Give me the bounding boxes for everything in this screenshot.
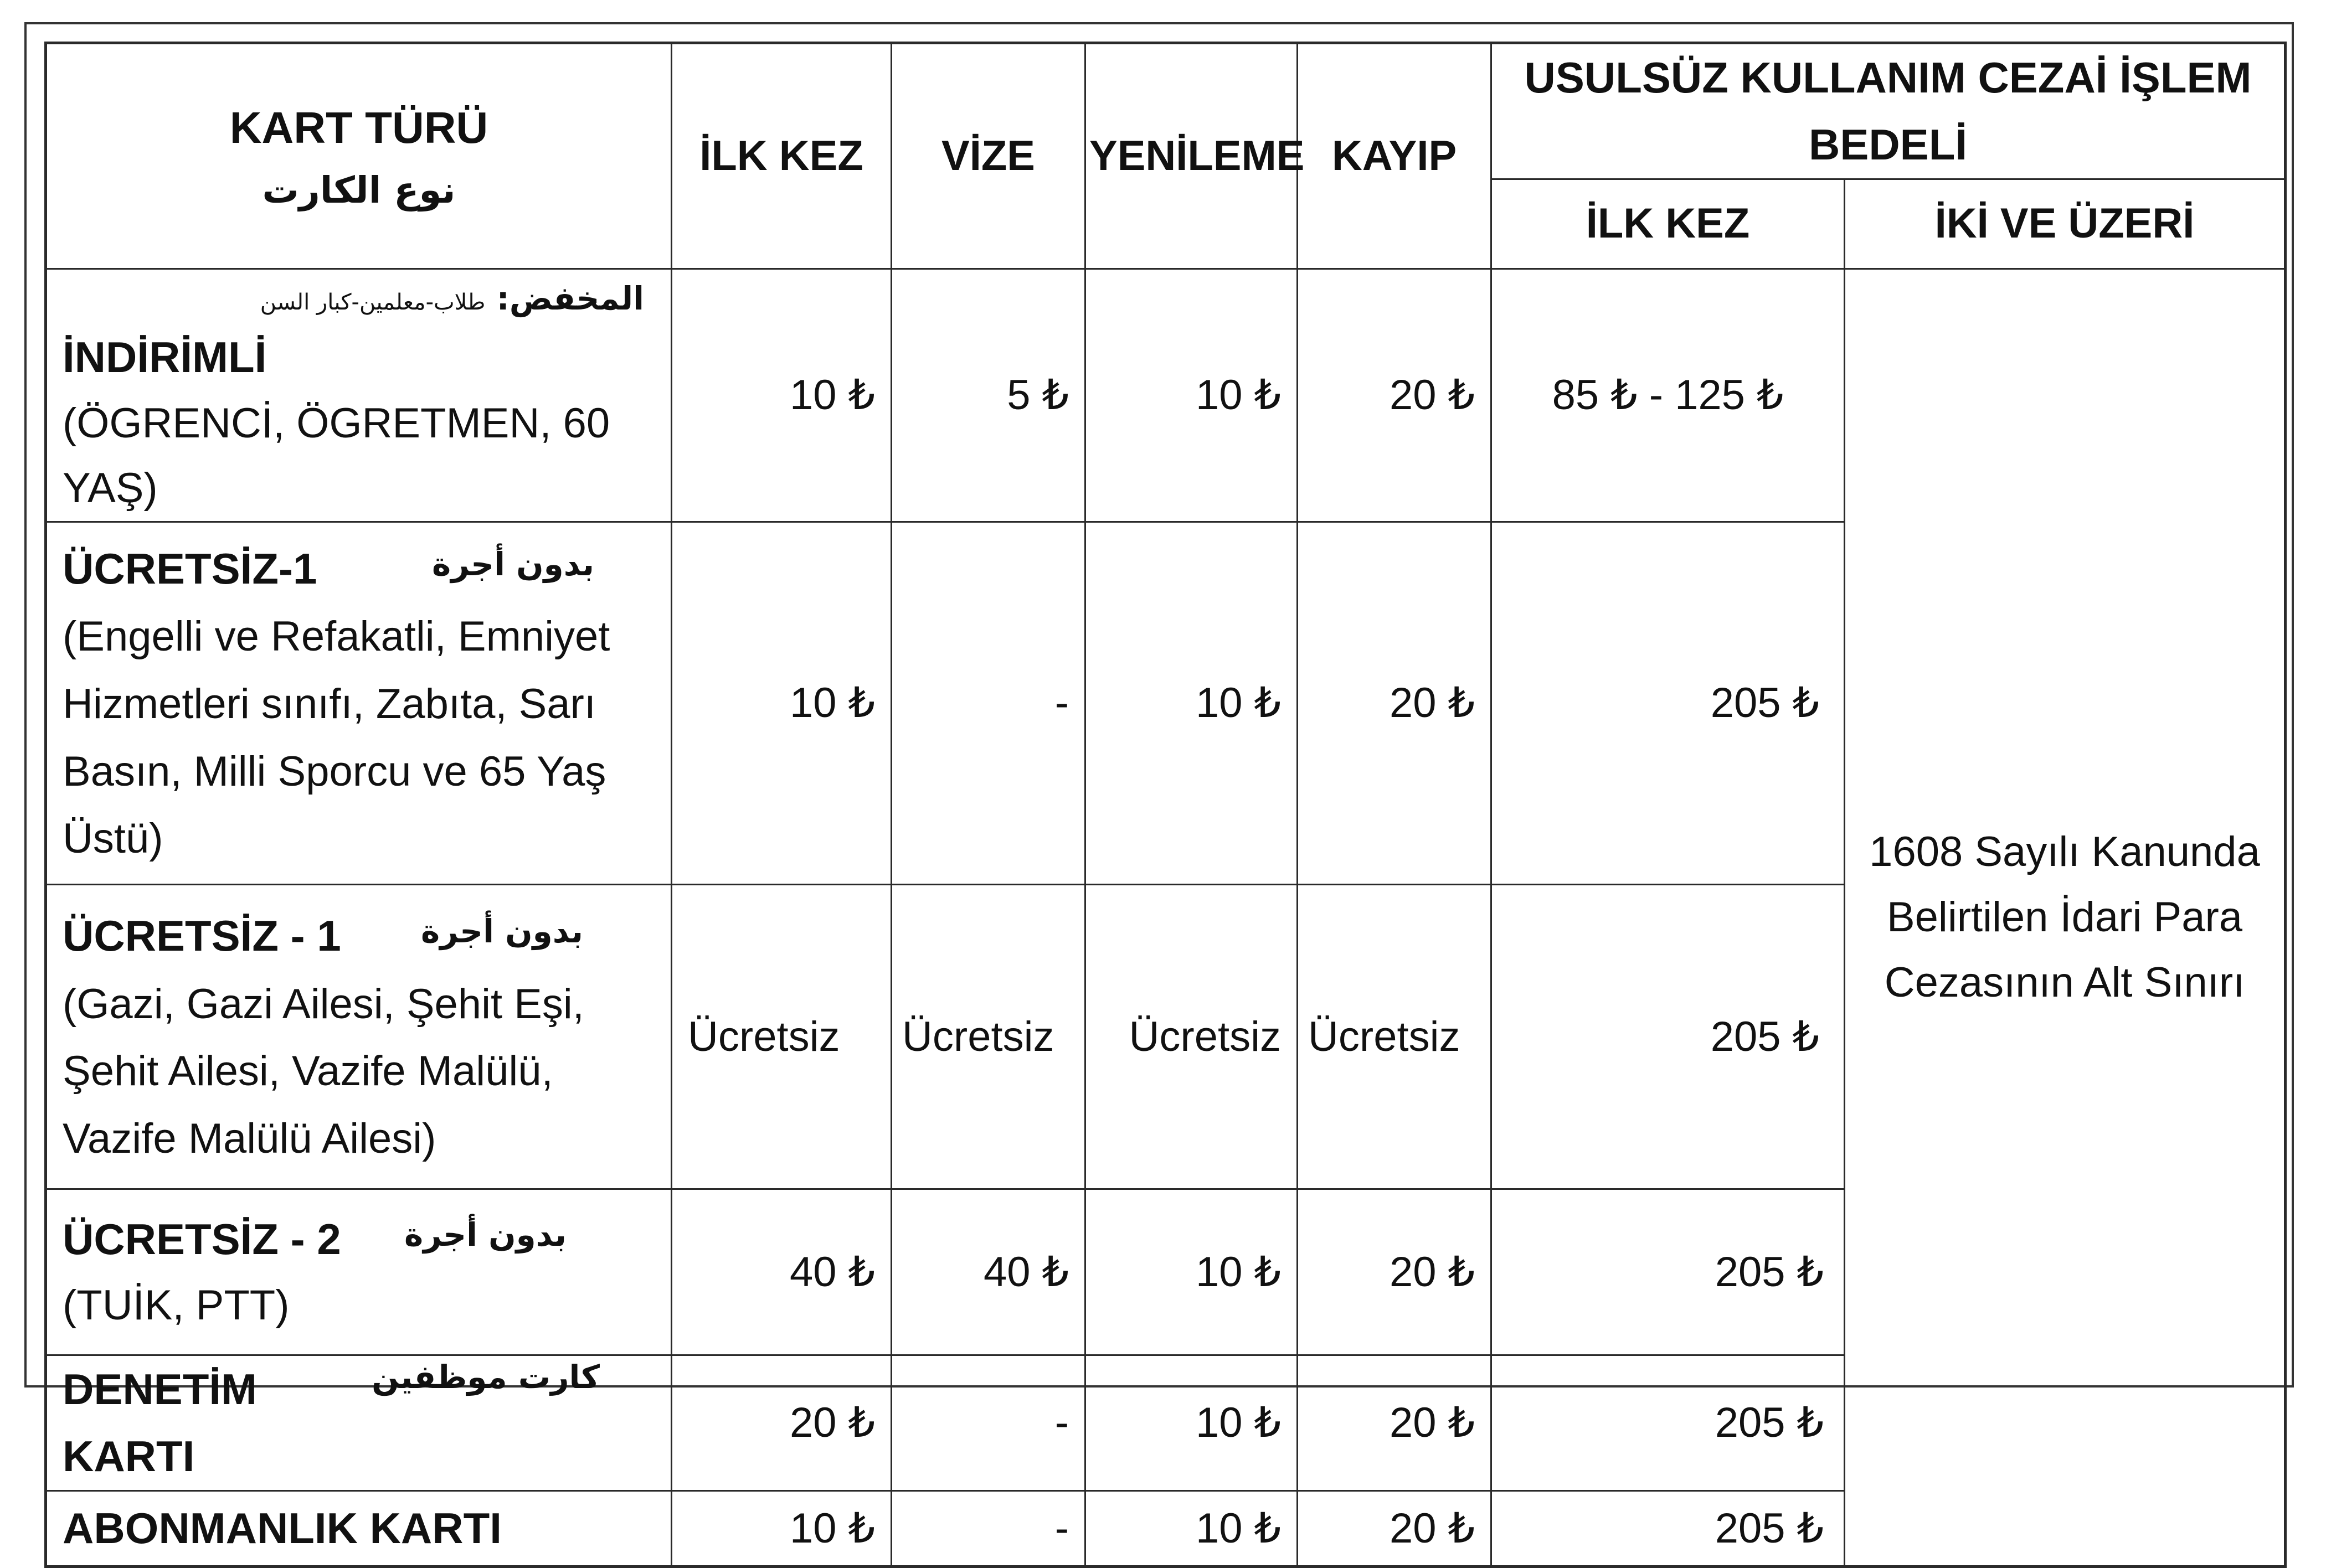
fee-first-time: 10 ₺: [672, 1490, 892, 1566]
penalty-first-time: 205 ₺: [1491, 1189, 1845, 1355]
card-type-title: ÜCRETSİZ - 2: [63, 1215, 341, 1264]
header-row-1: [46, 43, 2286, 179]
fee-visa: -: [892, 1490, 1085, 1566]
card-type-cell: [46, 1355, 672, 1491]
card-type-cell: [46, 885, 672, 1189]
arabic-note: بدون أجرة: [431, 545, 594, 583]
fee-lost: 20 ₺: [1298, 1355, 1491, 1491]
fee-lost: Ücretsiz: [1298, 885, 1491, 1189]
header-card-type-label: KART TÜRÜ: [229, 102, 488, 152]
penalty-first-time: 205 ₺: [1491, 522, 1845, 885]
header-misuse-penalty: USULSÜZ KULLANIM CEZAİ İŞLEM BEDELİ: [1491, 43, 2286, 179]
header-lost: KAYIP: [1298, 43, 1491, 269]
header-card-type-arabic: نوع الكارت: [262, 168, 456, 212]
card-type-description: (TUİK, PTT): [63, 1282, 290, 1329]
fee-renewal: 10 ₺: [1085, 1189, 1298, 1355]
arabic-note: كارت موظفين: [372, 1358, 600, 1396]
card-type-title: ÜCRETSİZ-1: [63, 544, 317, 593]
fee-lost: 20 ₺: [1298, 269, 1491, 522]
card-type-description: (Gazi, Gazi Ailesi, Şehit Eşi, Şehit Ailesi, Vazife Malülü, Vazife Malülü Ailesi): [63, 980, 584, 1162]
header-misuse-two-or-more: İKİ VE ÜZERİ: [1845, 179, 2286, 269]
fee-renewal: Ücretsiz: [1085, 885, 1298, 1189]
header-renewal: YENİLEME: [1085, 43, 1298, 269]
fee-first-time: 10 ₺: [672, 522, 892, 885]
card-type-title: ÜCRETSİZ - 1: [63, 911, 341, 960]
header-card-type: [46, 43, 672, 269]
fee-lost: 20 ₺: [1298, 1189, 1491, 1355]
fee-renewal: 10 ₺: [1085, 269, 1298, 522]
penalty-two-or-more-note: 1608 Sayılı Kanunda Belirtilen İdari Para Cezasının Alt Sınırı: [1845, 269, 2286, 1566]
card-type-cell: [46, 1189, 672, 1355]
arabic-note: بدون أجرة: [420, 912, 583, 950]
fee-visa: Ücretsiz: [892, 885, 1085, 1189]
penalty-first-time: 205 ₺: [1491, 885, 1845, 1189]
card-type-title: ABONMANLIK KARTI: [63, 1503, 502, 1552]
penalty-first-time: 205 ₺: [1491, 1490, 1845, 1566]
card-type-title: DENETİM KARTI: [63, 1365, 257, 1481]
fee-lost: 20 ₺: [1298, 1490, 1491, 1566]
header-first-time: İLK KEZ: [672, 43, 892, 269]
card-type-description: (ÖGRENCİ, ÖGRETMEN, 60 YAŞ): [63, 399, 610, 512]
fee-first-time: 20 ₺: [672, 1355, 892, 1491]
fee-first-time: 10 ₺: [672, 269, 892, 522]
fee-first-time: Ücretsiz: [672, 885, 892, 1189]
card-type-cell: [46, 1490, 672, 1566]
card-type-cell: [46, 269, 672, 522]
table-row: [46, 269, 2286, 522]
card-fee-table: [44, 42, 2287, 1568]
card-type-cell: [46, 522, 672, 885]
fee-visa: -: [892, 522, 1085, 885]
arabic-note-bold: المخفض:: [496, 279, 644, 317]
fee-renewal: 10 ₺: [1085, 1490, 1298, 1566]
fee-renewal: 10 ₺: [1085, 1355, 1298, 1491]
header-visa: VİZE: [892, 43, 1085, 269]
arabic-note: بدون أجرة: [404, 1216, 567, 1254]
card-type-description: (Engelli ve Refakatli, Emniyet Hizmetleri sınıfı, Zabıta, Sarı Basın, Milli Sporcu ve 65 Yaş Üstü): [63, 613, 610, 863]
header-misuse-first-time: İLK KEZ: [1491, 179, 1845, 269]
penalty-first-time: 85 ₺ - 125 ₺: [1491, 269, 1845, 522]
fee-first-time: 40 ₺: [672, 1189, 892, 1355]
fee-visa: 40 ₺: [892, 1189, 1085, 1355]
arabic-note: [260, 274, 644, 324]
arabic-note-small: طلاب-معلمين-كبار السن: [260, 289, 486, 315]
fee-lost: 20 ₺: [1298, 522, 1491, 885]
fee-renewal: 10 ₺: [1085, 522, 1298, 885]
penalty-first-time: 205 ₺: [1491, 1355, 1845, 1491]
fee-visa: -: [892, 1355, 1085, 1491]
fee-visa: 5 ₺: [892, 269, 1085, 522]
card-type-title: İNDİRİMLİ: [63, 332, 267, 381]
